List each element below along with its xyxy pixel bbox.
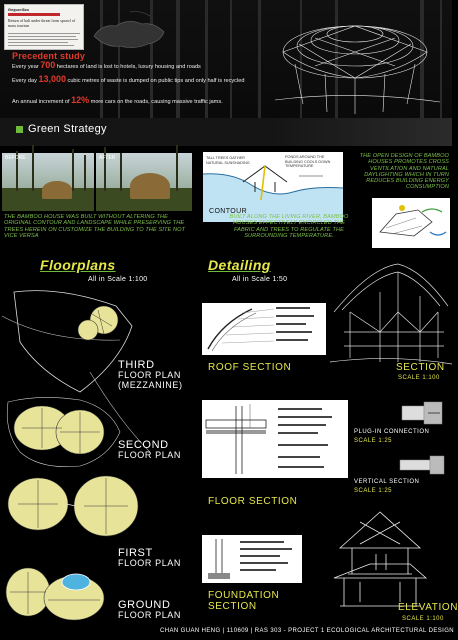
section-drawing bbox=[330, 262, 452, 370]
after-label: AFTER bbox=[99, 155, 116, 161]
newspaper-brand: theguardian bbox=[8, 7, 29, 12]
elevation-scale: SCALE 1:100 bbox=[402, 616, 444, 622]
after-photo bbox=[96, 153, 192, 211]
bali-map-icon bbox=[90, 6, 170, 56]
roof-wireframe-icon bbox=[255, 4, 450, 116]
contour-diagram bbox=[203, 152, 343, 222]
floor-section-label: FLOOR SECTION bbox=[208, 496, 298, 507]
roof-section-label: ROOF SECTION bbox=[208, 362, 292, 373]
section-scale: SCALE 1:100 bbox=[398, 375, 440, 381]
foundation-detail-drawing bbox=[202, 535, 302, 583]
precedent-title: Precedent study bbox=[12, 51, 86, 61]
contour-note-ponds: PONDS AROUND THE BUILDING COOLS DOWN TEMPERATURE bbox=[285, 155, 331, 169]
footer-credits: CHAN GUAN HENG | 110609 | RAS 303 - PROJECT 1 ECOLOGICAL ARCHITECTURAL DESIGN bbox=[160, 628, 454, 634]
vertical-section-label: VERTICAL SECTION SCALE 1:25 bbox=[354, 479, 420, 494]
floorplans-scale: All in Scale 1:100 bbox=[88, 276, 148, 283]
fact-land-loss: Every year 700 hectares of land is lost to hotels, luxury housing and roads bbox=[12, 60, 201, 70]
plugin-connection-label: PLUG-IN CONNECTION SCALE 1:25 bbox=[354, 429, 430, 444]
strategy-caption-left: THE BAMBOO HOUSE WAS BUILT WITHOUT ALTERING THE ORIGINAL CONTOUR AND LANDSCAPE WHILE PRESERVING THE TREES HEREIN ON CUSTOMIZE THE BUILDING TO THE SITE NOT VICE VERSA bbox=[4, 214, 186, 239]
before-label: BEFORE bbox=[5, 155, 26, 161]
ventilation-sketch bbox=[372, 198, 450, 248]
plugin-connection-drawing bbox=[398, 398, 448, 428]
strategy-bullet-icon bbox=[16, 126, 23, 133]
contour-note-trees: TALL TREES GATHER NATURAL SUNSHADING bbox=[206, 156, 250, 165]
newspaper-clipping bbox=[4, 4, 84, 50]
fact-waste: Every day 13,000 cubic metres of waste is dumped on public tips and only half is recycled bbox=[12, 74, 245, 84]
before-photo bbox=[2, 153, 94, 211]
label-third-floor: THIRD FLOOR PLAN (MEZZANINE) bbox=[118, 359, 183, 390]
fact-cars: An annual increment of 12% more cars on the roads, causing massive traffic jams. bbox=[12, 95, 223, 105]
detailing-title: Detailing bbox=[208, 257, 271, 273]
foundation-section-label: FOUNDATION SECTION bbox=[208, 590, 280, 612]
strategy-caption-right: THE OPEN DESIGN OF BAMBOO HOUSES PROMOTES CROSS VENTILATION AND NATURAL DAYLIGHTING WHICH IN TURN REDUCES BUILDING ENERGY CONSUMPTION bbox=[359, 153, 449, 191]
newspaper-headline: Return of bali under threat from sprawl of mass tourism bbox=[8, 18, 76, 28]
strategy-caption-middle: BUILT ALONG THE LIVING RIVER, BAMBOO HOUSES EFFECTIVELY ENCIRCLED THE FABRIC AND TREES TO REGULATE THE SURROUNDING TEMPERATURE. bbox=[229, 214, 349, 239]
floor-detail-drawing bbox=[202, 400, 348, 478]
label-ground-floor: GROUND FLOOR PLAN bbox=[118, 599, 182, 620]
strategy-title: Green Strategy bbox=[28, 123, 107, 135]
roof-detail-drawing bbox=[202, 303, 326, 355]
elevation-label: ELEVATION bbox=[398, 602, 458, 613]
vertical-section-drawing bbox=[398, 452, 448, 478]
label-first-floor: FIRST FLOOR PLAN bbox=[118, 547, 182, 568]
detailing-scale: All in Scale 1:50 bbox=[232, 276, 288, 283]
floorplans-title: Floorplans bbox=[40, 257, 116, 273]
precedent-header bbox=[0, 0, 452, 118]
contour-label: CONTOUR bbox=[209, 208, 248, 215]
elevation-drawing bbox=[330, 508, 430, 616]
section-label: SECTION bbox=[396, 362, 445, 373]
newspaper-nav-bar bbox=[8, 13, 60, 16]
label-second-floor: SECOND FLOOR PLAN bbox=[118, 439, 182, 460]
